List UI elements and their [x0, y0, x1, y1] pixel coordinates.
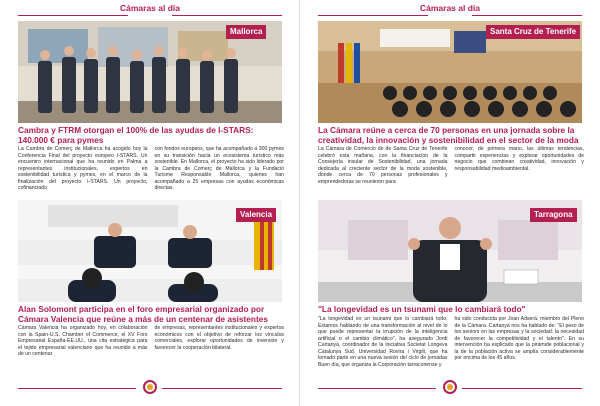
headline-valencia: Alan Solomont participa en el foro empresarial organizado por Cámara Valencia que reúne a más de un centenar de asistentes [18, 304, 268, 324]
location-tag-tenerife: Santa Cruz de Tenerife [486, 25, 580, 39]
footer-rule-right [162, 388, 282, 389]
camara-logo-icon [143, 380, 157, 394]
header-rule-right [472, 15, 582, 16]
body-tenerife-col1: La Cámara de Comercio de de Santa Cruz de Tenerife celebró esta mañana, con la financiación de la Consejería insular de Sostenibilidad, una jornada dedicada al creciente sector de la moda sostenible, donde cerca de 70 personas profesionales y emprendedoras se reunieron para [318, 146, 448, 185]
running-head: Cámaras al día [419, 3, 480, 13]
footer-rule-left [18, 388, 136, 389]
headline-tenerife: La Cámara reúne a cerca de 70 personas en una jornada sobre la creatividad, la innovación y sostenibilidad en el sector de la moda [318, 125, 579, 145]
footer-rule-left [318, 388, 436, 389]
body-valencia [18, 325, 284, 358]
headline-mallorca: Cambra y FTRM otorgan el 100% de las ayudas de I-STARS: 140.000 € para pymes [18, 125, 254, 145]
body-valencia-col2: de empresas, representantes institucionales y expertos económicos con el objetivo de reforzar los vínculos comerciales, explorar oportunidades de inversión y favorecer la cooperación bilateral. [154, 325, 284, 351]
right-page [300, 0, 600, 406]
body-valencia-col1: Cámara Valencia ha organizado hoy, en colaboración con la Spain-U.S. Chamber of Commerce, el XV Foro Empresarial España-EE.UU., una cita estratégica para el tejido empresarial valenciano que ha reunido a más de un centenar [18, 325, 148, 357]
body-mallorca-col2: con fondos europeos, que ha acompañado a 300 pymes en su transición hacia un ecosistema turístico más sostenible. En Mallorca, el proyecto ha sido liderado por la Cambra de Comerç de Mallorca y la Fundació Turisme Responsable Mallorca, quienes han acompañado a 25 empresas con ayudas económicas directas. [154, 146, 284, 191]
body-tarragona-col2: ha sido conducida por Joan Adserà, miembro del Pleno de la Cámara. Cartanyà nos ha hablado de: "El peso de los seniors en las empresas y la sociedad: la necesidad de favorecer la competitividad y el talento". En su intervención ha explicado que la pirámide poblacional y la de la población activa se amplía considerablemente por encima de los 45 años. [454, 316, 584, 361]
location-tag-valencia: Valencia [236, 208, 276, 222]
body-tenerife [318, 146, 584, 185]
body-tenerife-col2: conocer, de primera mano, las últimas tendencias, compartir experiencias y explorar oportunidades de negocio que combinan creatividad, innovación y responsabilidad medioambiental. [454, 146, 584, 172]
body-mallorca-col1: La Cambra de Comerç de Mallorca ha acogido hoy la Conferencia Final del proyecto europeo I-STARS. Un encuentro internacional que ha reunido en Palma a representantes institucionales, expertos en sostenibilidad turística y pymes, en el marco de la finalización del proyecto I-STARS. Un proyecto, cofinanciado [18, 146, 148, 191]
header-rule-left [18, 15, 128, 16]
location-tag-mallorca: Mallorca [226, 25, 266, 39]
footer-rule-right [462, 388, 582, 389]
running-head: Cámaras al día [119, 3, 180, 13]
location-tag-tarragona: Tarragona [530, 208, 577, 222]
body-mallorca [18, 146, 284, 192]
camara-logo-icon [443, 380, 457, 394]
body-tarragona-col1: "La longevidad es un tsunami que lo cambiará todo. Estamos hablando de una transformación al nivel de lo que puede representar la irrupción de la inteligencia artificial o el cambio climático", ha asegurado Jordi Cartanyà, coordinador de la iniciativa Societat Longeva Catalunya Sud. Universidad Rovira i Virgili, que ha tomado parte en una nueva sesión del ciclo de jornadas Buen día, que organiza la Corporación tarraconense y [318, 316, 448, 368]
body-tarragona [318, 316, 584, 368]
headline-tarragona: "La longevidad es un tsunami que lo cambiará todo" [318, 304, 526, 314]
header-rule-left [318, 15, 428, 16]
header-rule-right [172, 15, 282, 16]
